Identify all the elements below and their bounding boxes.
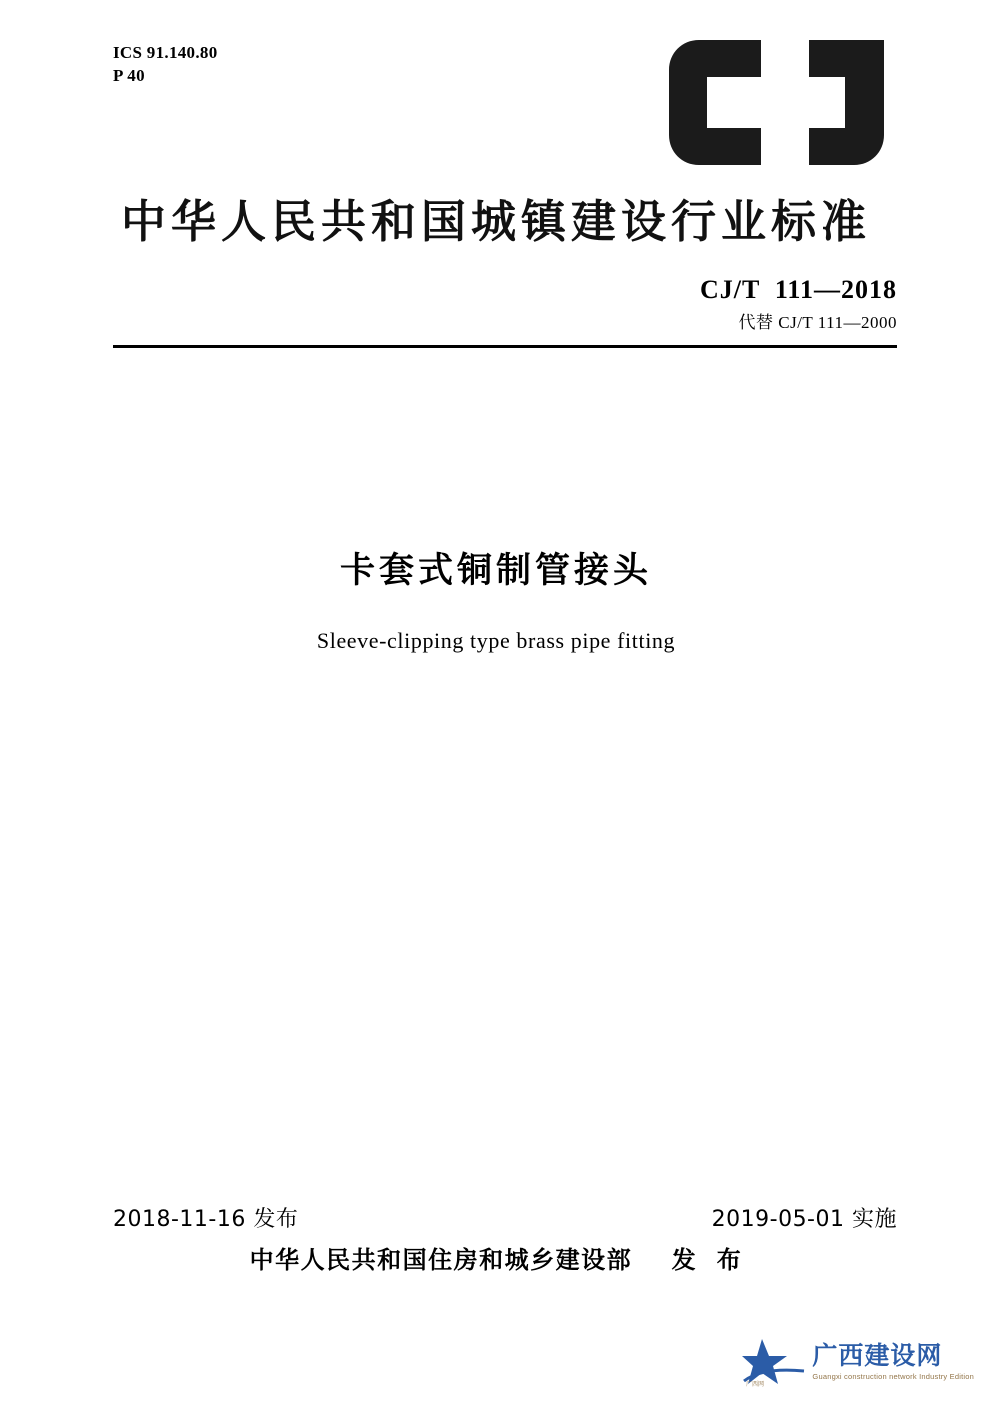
svg-text:广西网: 广西网	[746, 1382, 765, 1387]
cj-logo	[669, 40, 884, 165]
watermark-logo-icon	[742, 1337, 806, 1387]
standard-number: CJ/T 111—2018	[699, 275, 897, 304]
page-title: 中华人民共和国城镇建设行业标准	[120, 195, 871, 248]
standard-title-chinese: 卡套式铜制管接头	[339, 551, 652, 591]
issuing-authority: 中华人民共和国住房和城乡建设部 发 布	[249, 1246, 743, 1274]
watermark	[742, 1337, 974, 1387]
standard-number-block	[700, 275, 897, 333]
watermark-text	[812, 1343, 974, 1380]
ics-category-code: P 40	[113, 65, 145, 85]
divider	[113, 345, 897, 348]
issue-date: 2018-11-16 发布	[113, 1207, 299, 1232]
ics-classification-block	[113, 42, 218, 88]
ics-number: ICS 91.140.80	[113, 43, 218, 62]
watermark-title: 广西建设网	[812, 1341, 943, 1371]
date-row	[113, 1202, 897, 1233]
effective-date: 2019-05-01 实施	[711, 1207, 897, 1232]
standard-title-english: Sleeve-clipping type brass pipe fitting	[316, 628, 676, 653]
watermark-subtitle: Guangxi construction network Industry Edition	[812, 1371, 974, 1381]
standard-replaces: 代替 CJ/T 111—2000	[738, 313, 897, 332]
